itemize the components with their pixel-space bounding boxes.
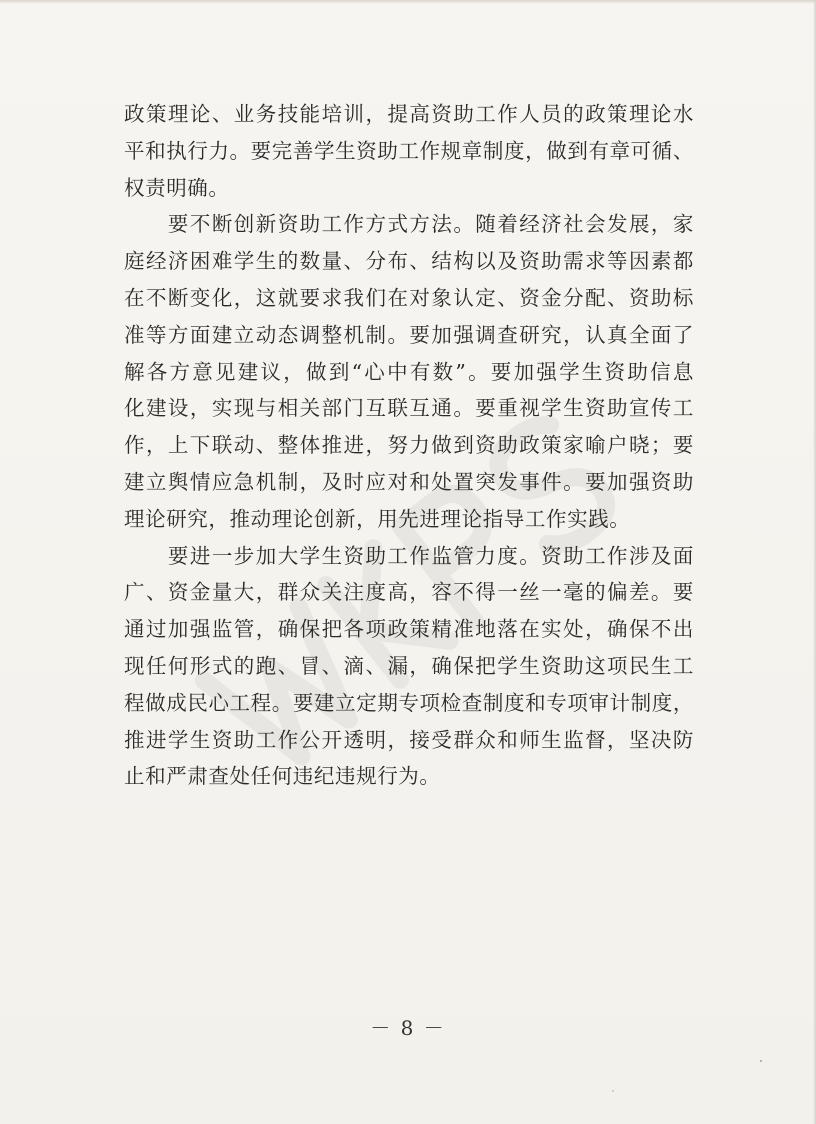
text-line: 准等方面建立动态调整机制。要加强调查研究，认真全面了	[124, 322, 694, 347]
text-line: 止和严肃查处任何违纪违规行为。	[124, 764, 441, 789]
paragraph-2	[124, 206, 694, 537]
scan-speck	[612, 1090, 614, 1092]
paragraph-3	[124, 538, 694, 796]
text-line: 理论研究，推动理论创新，用先进理论指导工作实践。	[124, 506, 631, 531]
document-body	[124, 96, 694, 795]
text-line: 通过加强监管，确保把各项政策精准地落在实处，确保不出	[124, 617, 694, 642]
paragraph-1	[124, 96, 694, 206]
text-line: 要进一步加大学生资助工作监管力度。资助工作涉及面	[124, 543, 694, 568]
text-line: 作，上下联动、整体推进，努力做到资助政策家喻户晓；要	[124, 433, 694, 458]
page-number: － 8 －	[370, 1016, 446, 1040]
scan-edge-top	[0, 0, 816, 4]
scan-speck	[760, 1060, 762, 1062]
text-line: 推进学生资助工作公开透明，接受群众和师生监督，坚决防	[124, 727, 694, 752]
text-line: 政策理论、业务技能培训，提高资助工作人员的政策理论水	[124, 102, 694, 126]
text-line: 庭经济困难学生的数量、分布、结构以及资助需求等因素都	[124, 249, 694, 274]
text-line: 要不断创新资助工作方式方法。随着经济社会发展，家	[124, 212, 694, 237]
text-line: 解各方意见建议，做到“心中有数”。要加强学生资助信息	[124, 359, 694, 384]
text-line: 建立舆情应急机制，及时应对和处置突发事件。要加强资助	[124, 469, 694, 494]
text-line: 在不断变化，这就要求我们在对象认定、资金分配、资助标	[124, 285, 694, 310]
text-line: 化建设，实现与相关部门互联互通。要重视学生资助宣传工	[124, 396, 694, 421]
text-line: 广、资金量大，群众关注度高，容不得一丝一毫的偏差。要	[124, 580, 694, 605]
text-line: 平和执行力。要完善学生资助工作规章制度，做到有章可循、	[124, 138, 694, 163]
text-line: 程做成民心工程。要建立定期专项检查制度和专项审计制度，	[124, 690, 694, 715]
text-line: 权责明确。	[124, 175, 230, 200]
text-line: 现任何形式的跑、冒、滴、漏，确保把学生资助这项民生工	[124, 653, 694, 678]
